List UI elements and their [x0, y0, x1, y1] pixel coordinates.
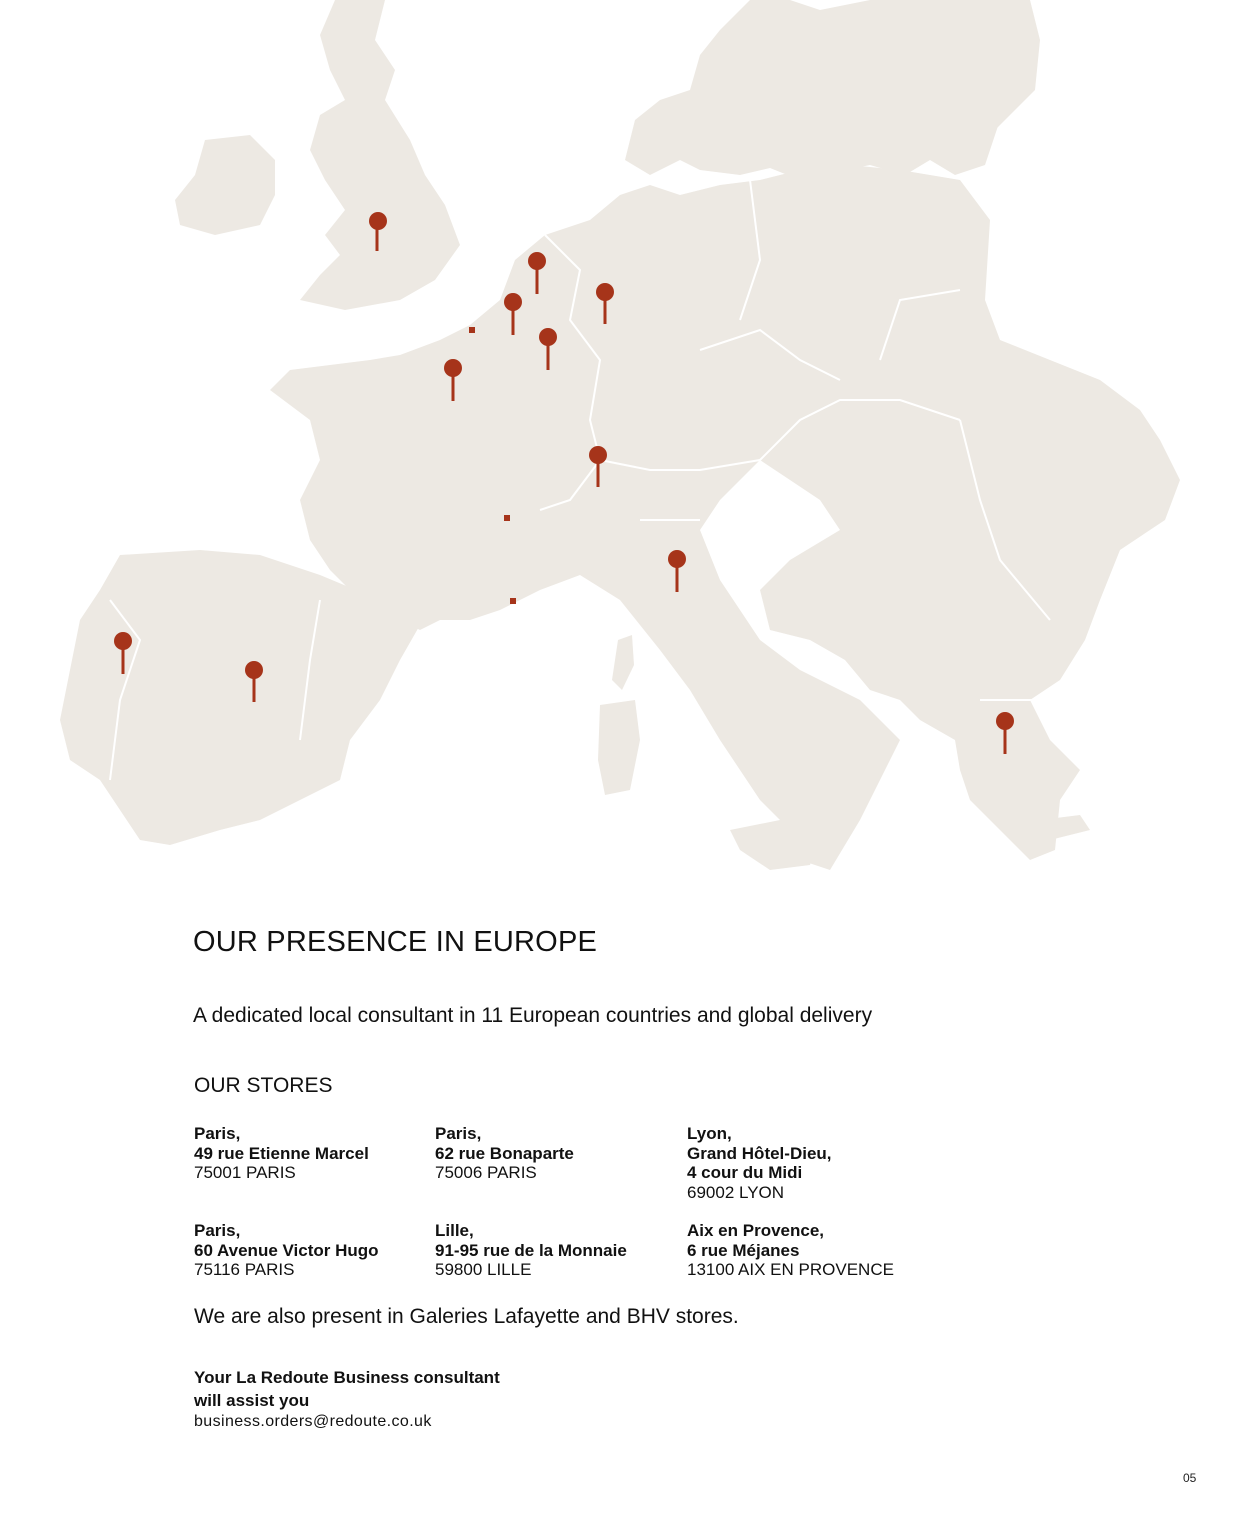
store-postal: 75006 PARIS: [435, 1163, 537, 1182]
sardinia-land: [598, 700, 640, 795]
store-paris-etienne-marcel: [194, 1124, 369, 1183]
page-title: OUR PRESENCE IN EUROPE: [193, 926, 598, 958]
iberia-land: [60, 550, 420, 845]
consultant-line-2: will assist you: [194, 1391, 310, 1410]
store-lille: [435, 1221, 627, 1280]
store-postal: 75001 PARIS: [194, 1163, 296, 1182]
store-postal: 59800 LILLE: [435, 1260, 532, 1279]
sicily-land: [730, 820, 820, 870]
ireland-land: [175, 135, 275, 235]
store-lyon: [687, 1124, 832, 1202]
page-subtitle: A dedicated local consultant in 11 European countries and global delivery: [193, 1004, 873, 1027]
store-address: 91-95 rue de la Monnaie: [435, 1240, 627, 1260]
store-paris-bonaparte: [435, 1124, 574, 1183]
store-postal: 75116 PARIS: [194, 1260, 295, 1279]
store-address: 62 rue Bonaparte: [435, 1143, 574, 1163]
store-city: Paris,: [435, 1124, 482, 1143]
store-city: Paris,: [194, 1124, 241, 1143]
store-address: 6 rue Méjanes: [687, 1240, 800, 1260]
store-city: Lille,: [435, 1221, 474, 1240]
store-paris-victor-hugo: [194, 1221, 379, 1280]
store-address: 60 Avenue Victor Hugo: [194, 1240, 379, 1260]
page-number: 05: [1183, 1471, 1197, 1485]
store-city: Lyon,: [687, 1124, 732, 1143]
consultant-email[interactable]: business.orders@redoute.co.uk: [194, 1413, 432, 1430]
store-city: Paris,: [194, 1221, 241, 1240]
store-dot-lyon: [504, 515, 510, 521]
store-postal: 69002 LYON: [687, 1182, 785, 1202]
corsica-land: [612, 635, 634, 690]
store-city: Aix en Provence,: [687, 1221, 825, 1240]
store-aix-en-provence: [687, 1221, 894, 1280]
consultant-text: [194, 1366, 500, 1412]
store-address: 49 rue Etienne Marcel: [194, 1143, 369, 1163]
store-address-2: 4 cour du Midi: [687, 1163, 803, 1182]
store-dot-aix: [510, 598, 516, 604]
store-dot-lille: [469, 327, 475, 333]
great-britain-land: [300, 0, 460, 310]
stores-section-title: OUR STORES: [194, 1074, 333, 1097]
store-address: Grand Hôtel-Dieu,: [687, 1143, 832, 1163]
store-postal: 13100 AIX EN PROVENCE: [687, 1260, 894, 1279]
also-present-text: We are also present in Galeries Lafayette and BHV stores.: [194, 1305, 739, 1328]
consultant-line-1: Your La Redoute Business consultant: [194, 1368, 500, 1387]
